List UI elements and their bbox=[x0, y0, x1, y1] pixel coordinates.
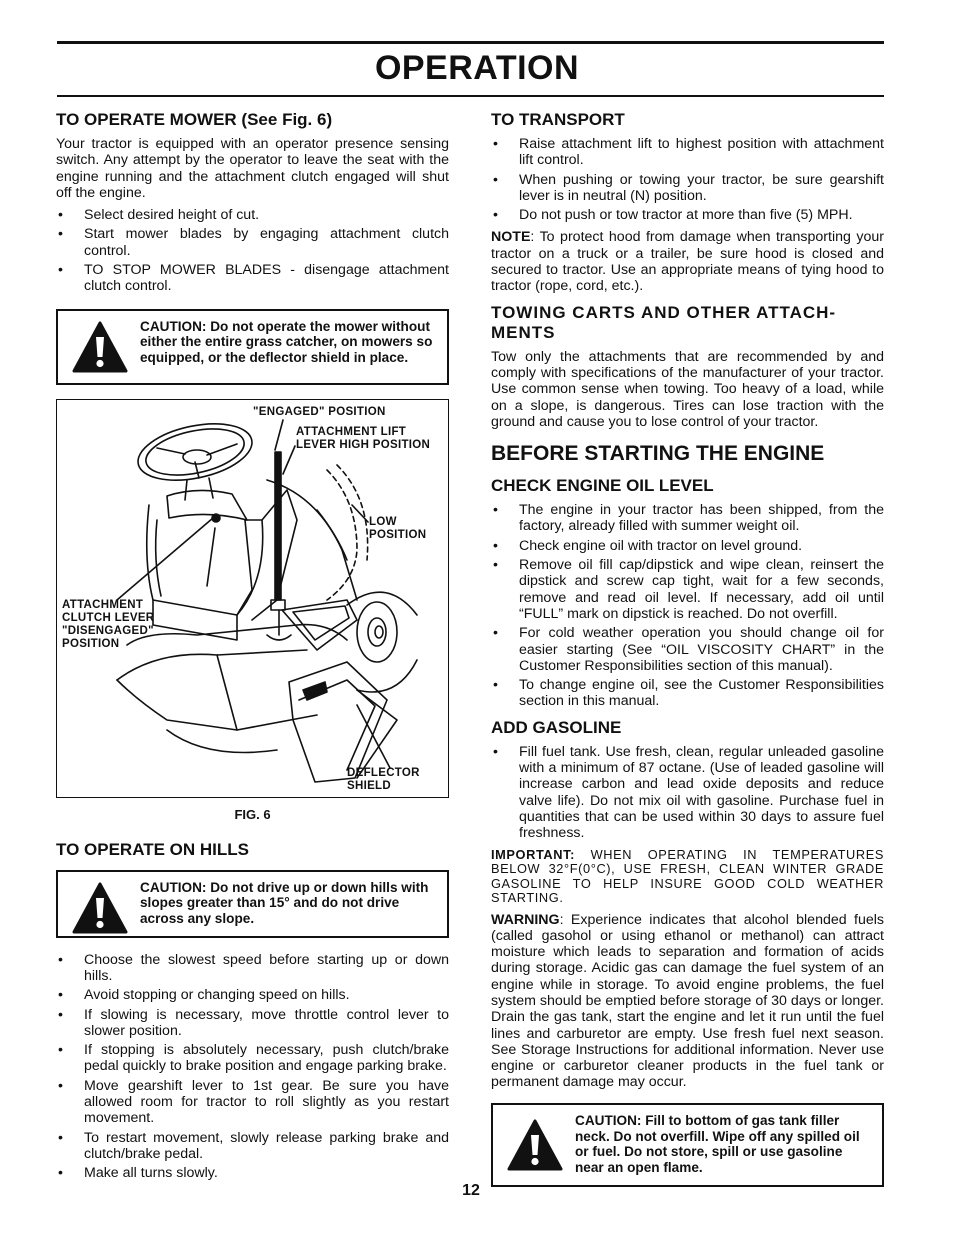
oil-heading: CHECK ENGINE OIL LEVEL bbox=[491, 476, 714, 496]
list-item: • Fill fuel tank. Use fresh, clean, regular unleaded gasoline with a minimum of 87 octane. (Use of leaded gasoline will increase carbon and lead oxide deposits and reduce valve life). Do not mix oil with gasoline. Purchase fuel in quantities that can be used within 30 days to assure fuel freshness. bbox=[491, 744, 884, 842]
important-label: IMPORTANT: bbox=[491, 846, 575, 862]
list-item: • Move gearshift lever to 1st gear. Be sure you have allowed room for tractor to roll slightly as you restart movement. bbox=[56, 1078, 449, 1127]
figure-caption: FIG. 6 bbox=[234, 806, 271, 822]
oil-list bbox=[491, 502, 884, 710]
label-low-position: LOW POSITION bbox=[369, 515, 427, 541]
important-text: WHEN OPERATING IN TEMPERATURES BELOW 32°F(0°C), USE FRESH, CLEAN WINTER GRADE GASOLINE TO HELP INSURE GOOD COLD WEATHER STARTING. bbox=[491, 846, 884, 905]
list-item: • Do not push or tow tractor at more than five (5) MPH. bbox=[491, 207, 884, 223]
list-item: • If stopping is absolutely necessary, push clutch/brake pedal quickly to brake position and engage parking brake. bbox=[56, 1042, 449, 1075]
hills-heading: TO OPERATE ON HILLS bbox=[56, 839, 249, 859]
hills-caution-text: CAUTION: Do not drive up or down hills with slopes greater than 15° and do not drive across any slope. bbox=[140, 879, 429, 927]
gas-heading: ADD GASOLINE bbox=[491, 717, 622, 737]
hills-list bbox=[56, 952, 449, 1182]
before-starting-heading: BEFORE STARTING THE ENGINE bbox=[491, 442, 825, 466]
list-item: • Avoid stopping or changing speed on hills. bbox=[56, 987, 449, 1003]
important-note bbox=[491, 848, 884, 906]
figure-6 bbox=[56, 399, 449, 798]
transport-heading: TO TRANSPORT bbox=[491, 110, 625, 129]
transport-note bbox=[491, 229, 884, 294]
gas-caution-text: CAUTION: Fill to bottom of gas tank filler neck. Do not overfill. Wipe off any spilled oil or fuel. Do not store, spill or use gasoline near an open flame. bbox=[575, 1112, 860, 1176]
transport-list bbox=[491, 136, 884, 223]
list-item: • Check engine oil with tractor on level ground. bbox=[491, 538, 884, 554]
list-item: • To change engine oil, see the Customer Responsibilities section in this manual. bbox=[491, 677, 884, 710]
list-item: • If slowing is necessary, move throttle control lever to slower position. bbox=[56, 1007, 449, 1040]
top-rule bbox=[57, 41, 884, 44]
hills-caution-box bbox=[56, 870, 449, 938]
towing-text: Tow only the attachments that are recommended by and comply with specifications of the manufacturer of your tractor. Use common sense when towing. Too heavy of a load, while on a slope, is dangerous. Tires can lose traction with the ground and cause you to lose control of your tractor. bbox=[491, 348, 884, 430]
list-item: • For cold weather operation you should change oil for easier starting (See “OIL VISCOSITY CHART” in the Customer Responsibilities section of this manual). bbox=[491, 625, 884, 674]
warning-note bbox=[491, 912, 884, 1091]
label-clutch-lever: ATTACHMENT CLUTCH LEVER "DISENGAGED" POSITION bbox=[62, 598, 155, 650]
gas-caution-box bbox=[491, 1103, 884, 1187]
list-item: • Choose the slowest speed before starting up or down hills. bbox=[56, 952, 449, 985]
warning-label: WARNING bbox=[491, 911, 560, 928]
right-column bbox=[491, 110, 884, 1201]
label-deflector-shield: DEFLECTOR SHIELD bbox=[347, 766, 420, 792]
list-item: • Make all turns slowly. bbox=[56, 1165, 449, 1181]
list-item: • The engine in your tractor has been shipped, from the factory, already filled with summer weight oil. bbox=[491, 502, 884, 535]
list-item: • Start mower blades by engaging attachment clutch control. bbox=[56, 226, 449, 259]
list-item: • Raise attachment lift to highest position with attachment lift control. bbox=[491, 136, 884, 169]
list-item: • Remove oil fill cap/dipstick and wipe clean, reinsert the dipstick and screw cap tight, wait for a few seconds, remove and read oil level. If necessary, add oil until “FULL” mark on dipstick is reached. Do not overfill. bbox=[491, 557, 884, 622]
warning-triangle-icon bbox=[507, 1119, 563, 1171]
warning-text: : Experience indicates that alcohol blended fuels (called gasohol or using ethanol or methanol) can attract moisture which leads to separation and formation of acids during storage. Acidic gas can damage the fuel system of an engine while in storage. To avoid engine problems, the fuel system should be emptied before storage of 30 days or longer. Drain the gas tank, start the engine and let it run until the fuel lines and carburetor are empty. Use fresh fuel next season. See Storage Instructions for additional information. Never use engine or carburetor cleaner products in the fuel tank or permanent damage may occur. bbox=[491, 911, 884, 1091]
note-label: NOTE bbox=[491, 229, 531, 246]
title-rule bbox=[57, 95, 884, 97]
mower-list bbox=[56, 207, 449, 294]
mower-caution-text: CAUTION: Do not operate the mower without either the entire grass catcher, on mowers so equipped, or the deflector shield in place. bbox=[140, 318, 433, 366]
mower-intro: Your tractor is equipped with an operator presence sensing switch. Any attempt by the operator to leave the seat with the engine running and the attachment clutch engaged will shut off the engine. bbox=[56, 136, 449, 201]
list-item: • Select desired height of cut. bbox=[56, 207, 449, 223]
note-text: : To protect hood from damage when transporting your tractor on a truck or a trailer, be sure hood is closed and secured to tractor. Use an appropriate means of tying hood to tractor (rope, cord, etc.). bbox=[491, 229, 884, 295]
left-column bbox=[56, 110, 449, 1188]
gas-list bbox=[491, 744, 884, 842]
mower-heading: TO OPERATE MOWER (See Fig. 6) bbox=[56, 110, 333, 129]
list-item: • To restart movement, slowly release parking brake and clutch/brake pedal. bbox=[56, 1130, 449, 1163]
mower-caution-box bbox=[56, 309, 449, 385]
list-item: • When pushing or towing your tractor, be sure gearshift lever is in neutral (N) position. bbox=[491, 172, 884, 205]
label-engaged-position: "ENGAGED" POSITION bbox=[253, 405, 386, 418]
list-item: • TO STOP MOWER BLADES - disengage attachment clutch control. bbox=[56, 262, 449, 295]
page-number: 12 bbox=[462, 1182, 480, 1199]
label-lift-lever-high: ATTACHMENT LIFT LEVER HIGH POSITION bbox=[296, 425, 431, 451]
warning-triangle-icon bbox=[72, 321, 128, 373]
warning-triangle-icon bbox=[72, 882, 128, 934]
page-title: OPERATION bbox=[374, 49, 580, 87]
towing-heading: TOWING CARTS AND OTHER ATTACH-MENTS bbox=[491, 302, 837, 342]
